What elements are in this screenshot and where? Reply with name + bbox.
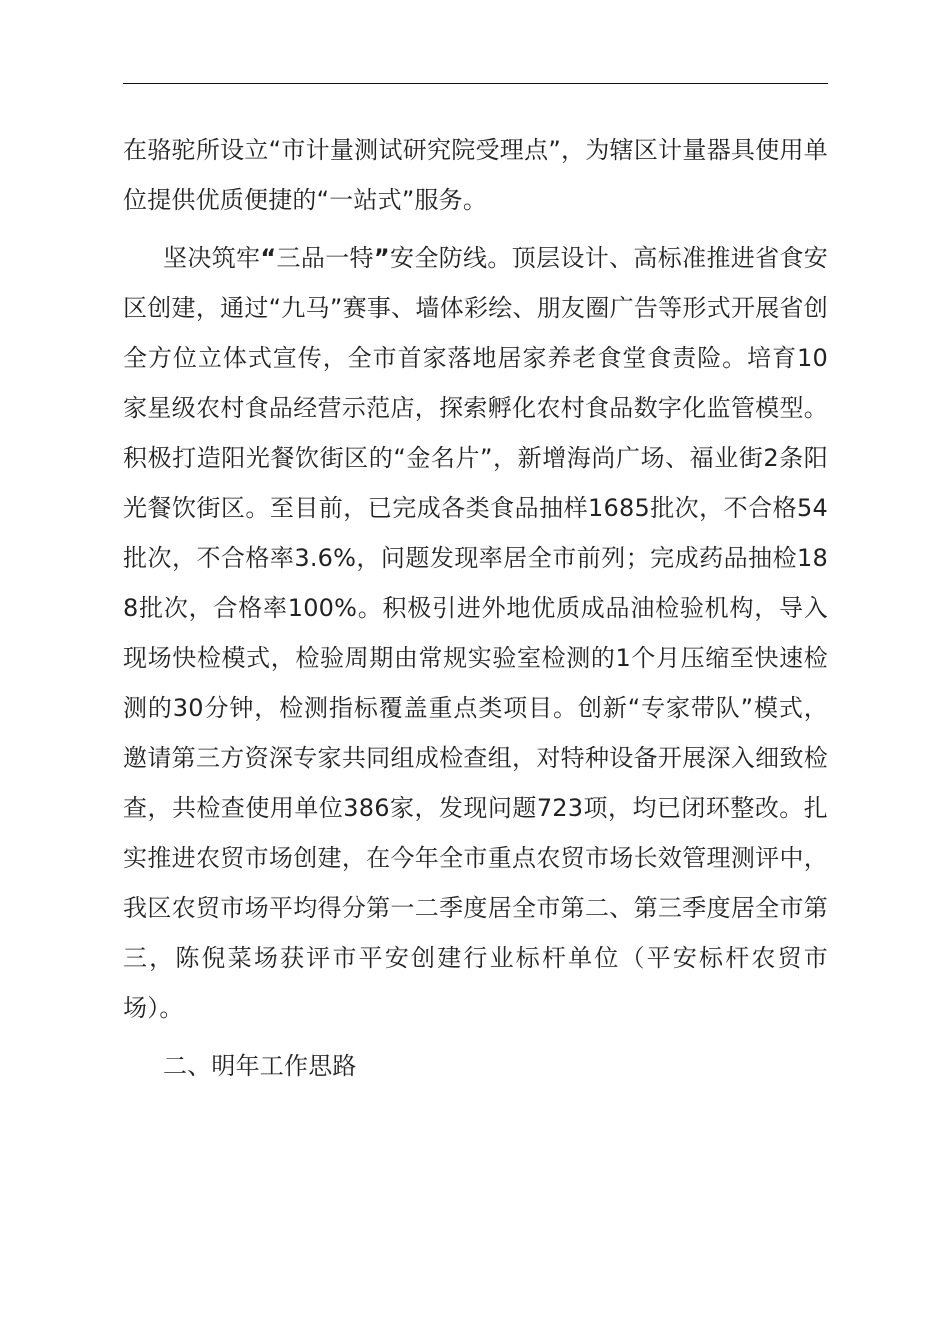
section-heading: 二、明年工作思路 [163,1052,357,1080]
document-body [123,125,828,1091]
paragraph-food-safety [123,233,828,1033]
paragraph-lead: 坚决筑牢“三品一特”安全防线。 [163,244,512,272]
header-rule [123,83,828,84]
paragraph-body: 顶层设计、高标准推进省食安区创建，通过“九马”赛事、墙体彩绘、朋友圈广告等形式开展省创全方位立体式宣传，全市首家落地居家养老食堂食责险。培育10家星级农村食品经营示范店，探索孵化农村食品数字化监管模型。积极打造阳光餐饮街区的“金名片”，新增海尚广场、福业街2条阳光餐饮街区。至目前，已完成各类食品抽样1685批次，不合格54批次，不合格率3.6%，问题发现率居全市前列；完成药品抽检188批次，合格率100%。积极引进外地优质成品油检验机构，导入现场快检模式，检验周期由常规实验室检测的1个月压缩至快速检测的30分钟，检测指标覆盖重点类项目。创新“专家带队”模式，邀请第三方资深专家共同组成检查组，对特种设备开展深入细致检查，共检查使用单位386家，发现问题723项，均已闭环整改。扎实推进农贸市场创建，在今年全市重点农贸市场长效管理测评中，我区农贸市场平均得分第一二季度居全市第二、第三季度居全市第三，陈倪菜场获评市平安创建行业标杆单位（平安标杆农贸市场）。 [123,244,828,1022]
paragraph-continuation: 在骆驼所设立“市计量测试研究院受理点”，为辖区计量器具使用单位提供优质便捷的“一站式”服务。 [123,136,828,214]
